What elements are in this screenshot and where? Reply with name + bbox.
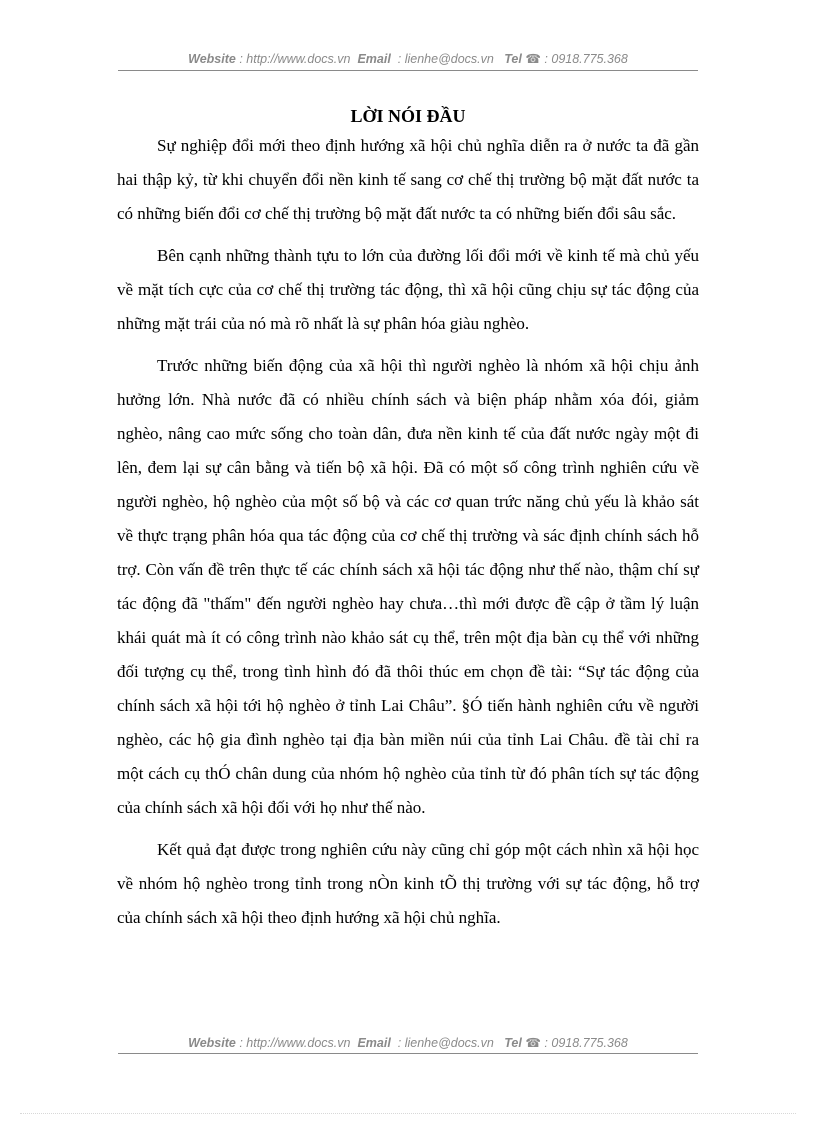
header-email-label: Email	[357, 52, 391, 66]
page-edge-divider	[20, 1113, 796, 1114]
footer-website-link[interactable]: : http://www.docs.vn	[239, 1036, 351, 1050]
header-tel-label: Tel	[504, 52, 522, 66]
phone-icon: ☎	[525, 52, 541, 66]
header-email-link[interactable]: : lienhe@docs.vn	[397, 52, 494, 66]
footer-tel-value: : 0918.775.368	[544, 1036, 628, 1050]
paragraph-3: Trước những biến động của xã hội thì người nghèo là nhóm xã hội chịu ảnh hưởng lớn. Nhà nước đã có nhiều chính sách và biện pháp nhằm xóa đói, giảm nghèo, nâng cao mức sống cho toàn dân, đưa nền kinh tế của đất nước ngày một đi lên, đem lại sự cân bằng và tiến bộ xã hội. Đã có một số công trình nghiên cứu về người nghèo, hộ nghèo của một số bộ và các cơ quan trức năng chủ yếu là khảo sát về thực trạng phân hóa qua tác động của cơ chế thị trường và sác định chính sách hỗ trợ. Còn vấn đề trên thực tế các chính sách xã hội tác động như thế nào, thậm chí sự tác động đã "thấm" đến người nghèo hay chưa…thì mới được đề cập ở tầm lý luận khái quát mà ít có công trình nào khảo sát cụ thể, trên một địa bàn cụ thể với những đối tượng cụ thể, trong tình hình đó đã thôi thúc em chọn đề tài: “Sự tác động của chính sách xã hội tới hộ nghèo ở tỉnh Lai Châu”. §Ó tiến hành nghiên cứu về người nghèo, các hộ gia đình nghèo tại địa bàn miền núi của tỉnh Lai Châu. đề tài chỉ ra một cách cụ thÓ chân dung của nhóm hộ nghèo của tỉnh từ đó phân tích sự tác động của chính sách xã hội đối với họ như thế nào.	[117, 356, 699, 817]
header-website-link[interactable]: : http://www.docs.vn	[239, 52, 351, 66]
page-header	[118, 51, 698, 66]
footer-email-label: Email	[357, 1036, 391, 1050]
paragraph-2: Bên cạnh những thành tựu to lớn của đường lối đổi mới về kinh tế mà chủ yếu về mặt tích cực của cơ chế thị trường tác động, thì xã hội cũng chịu sự tác động của những mặt trái của nó mà rõ nhất là sự phân hóa giàu nghèo.	[117, 246, 699, 333]
page-footer	[118, 1035, 698, 1050]
header-tel-value: : 0918.775.368	[544, 52, 628, 66]
footer-email-link[interactable]: : lienhe@docs.vn	[397, 1036, 494, 1050]
footer-tel-label: Tel	[504, 1036, 522, 1050]
paragraph-4: Kết quả đạt được trong nghiên cứu này cũng chỉ góp một cách nhìn xã hội học về nhóm hộ nghèo trong tỉnh trong nÒn kinh tÕ thị trường với sự tác động, hỗ trợ của chính sách xã hội theo định hướng xã hội chủ nghĩa.	[117, 840, 699, 927]
header-website-label: Website	[188, 52, 236, 66]
footer-divider	[118, 1053, 698, 1054]
document-title: LỜI NÓI ĐẦU	[350, 106, 466, 126]
footer-website-label: Website	[188, 1036, 236, 1050]
document-body	[117, 99, 699, 943]
header-divider	[118, 70, 698, 71]
phone-icon: ☎	[525, 1036, 541, 1050]
paragraph-1: Sự nghiệp đổi mới theo định hướng xã hội chủ nghĩa diễn ra ở nước ta đã gần hai thập kỷ, từ khi chuyển đổi nền kinh tế sang cơ chế thị trường bộ mặt đất nước ta có những biến đổi cơ chế thị trường bộ mặt đất nước ta có những biến đổi sâu sắc.	[117, 136, 699, 223]
